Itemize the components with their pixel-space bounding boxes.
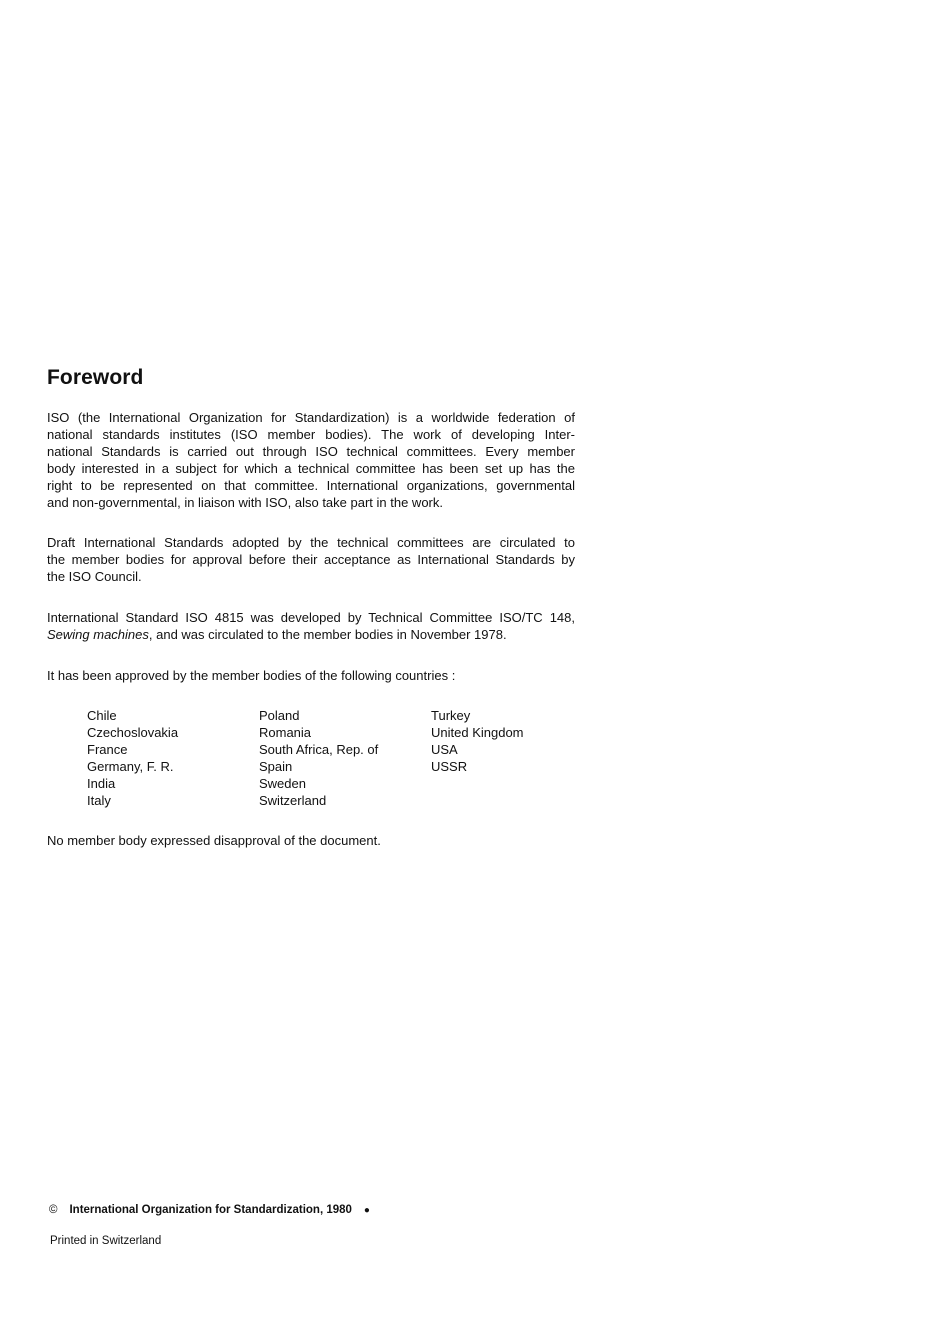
paragraph-line: Draft International Standards adopted by the technical committees are circulated to	[47, 535, 575, 550]
country-item: Poland	[259, 708, 300, 723]
country-item: France	[87, 742, 128, 757]
country-item: Italy	[87, 793, 111, 808]
country-item: Chile	[87, 708, 117, 723]
committee-title-italic: Sewing machines	[47, 627, 149, 642]
country-column-1	[87, 707, 257, 809]
country-item: India	[87, 776, 116, 791]
country-item: Turkey	[431, 708, 471, 723]
country-item: United Kingdom	[431, 725, 524, 740]
country-item: Switzerland	[259, 793, 327, 808]
bullet-icon: ●	[363, 1205, 370, 1216]
country-item: Germany, F. R.	[87, 759, 174, 774]
paragraph-line: body interested in a subject for which a technical committee has been set up has the	[47, 461, 575, 476]
country-item: Czechoslovakia	[87, 725, 179, 740]
foreword-paragraph-1	[47, 409, 575, 511]
paragraph-line: the member bodies for approval before their acceptance as International Standards by	[47, 552, 575, 567]
paragraph-line: No member body expressed disapproval of the document.	[47, 833, 381, 848]
country-column-2	[259, 707, 429, 809]
country-item: USA	[431, 742, 458, 757]
foreword-paragraph-4	[47, 667, 575, 684]
paragraph-line: national Standards is carried out through ISO technical committees. Every member	[47, 444, 575, 459]
paragraph-line	[47, 626, 575, 643]
foreword-paragraph-5	[47, 832, 575, 849]
copyright-text: International Organization for Standardization, 1980	[69, 1204, 352, 1216]
paragraph-line: the ISO Council.	[47, 569, 142, 584]
country-item: South Africa, Rep. of	[259, 742, 379, 757]
paragraph-line: right to be represented on that committee. International organizations, governmental	[47, 478, 575, 493]
printed-in-note: Printed in Switzerland	[50, 1235, 162, 1247]
paragraph-line: ISO (the International Organization for Standardization) is a worldwide federation of	[47, 410, 575, 425]
country-item: USSR	[431, 759, 468, 774]
paragraph-line: national standards institutes (ISO member bodies). The work of developing Inter-	[47, 427, 575, 442]
copyright-notice	[49, 1204, 370, 1216]
foreword-paragraph-3	[47, 609, 575, 643]
country-item: Sweden	[259, 776, 306, 791]
country-column-3	[431, 707, 601, 775]
foreword-title: Foreword	[47, 366, 144, 389]
foreword-paragraph-2	[47, 534, 575, 585]
paragraph-line: and non-governmental, in liaison with ISO, also take part in the work.	[47, 495, 443, 510]
country-item: Spain	[259, 759, 293, 774]
paragraph-line: International Standard ISO 4815 was developed by Technical Committee ISO/TC 148,	[47, 610, 575, 625]
country-item: Romania	[259, 725, 312, 740]
paragraph-text: , and was circulated to the member bodies in November 1978.	[148, 627, 507, 642]
paragraph-line: It has been approved by the member bodies of the following countries :	[47, 668, 456, 683]
copyright-icon: ©	[49, 1204, 58, 1216]
